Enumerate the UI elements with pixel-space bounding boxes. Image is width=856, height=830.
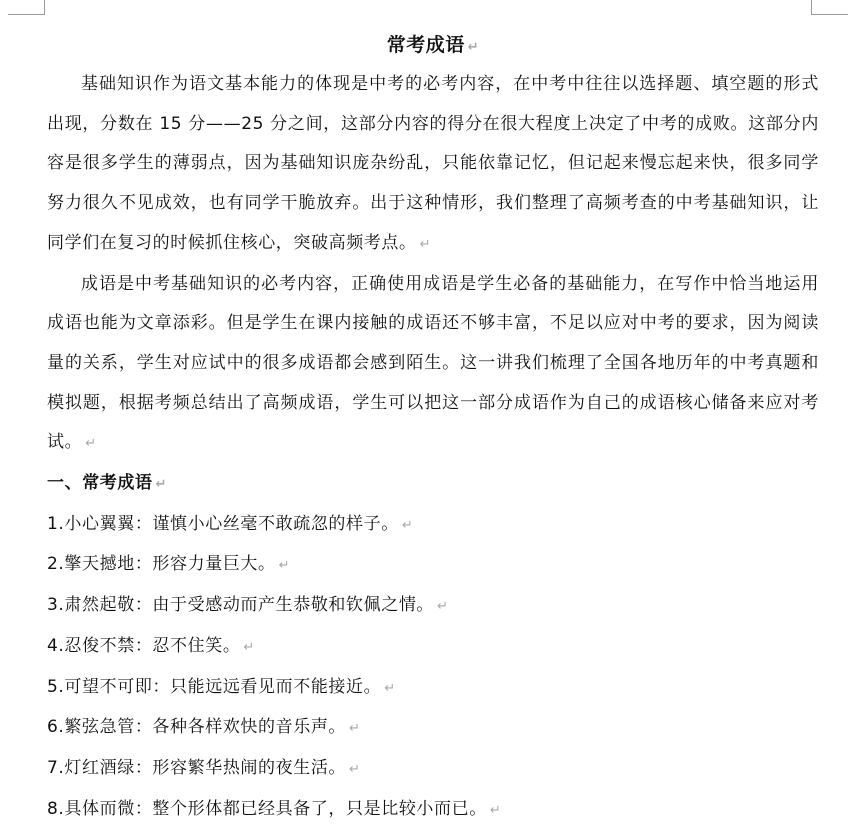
section-heading (47, 464, 819, 505)
paragraph-mark-icon: ↵ (467, 40, 480, 55)
paragraph-text: 成语是中考基础知识的必考内容，正确使用成语是学生必备的基础能力，在写作中恰当地运用成语也能为文章添彩。但是学生在课内接触的成语还不够丰富，不足以应对中考的要求，因为阅读量的关系，学生对应试中的很多成语都会感到陌生。这一讲我们梳理了全国各地历年的中考真题和模拟题，根据考频总结出了高频成语，学生可以把这一部分成语作为自己的成语核心储备来应对考试。 (47, 273, 819, 453)
list-item-text: 8.具体而微：整个形体都已经具备了，只是比较小而已。 (47, 798, 487, 819)
list-item (47, 586, 819, 627)
section-heading-text: 一、常考成语 (47, 473, 153, 494)
list-item (47, 790, 819, 830)
paragraph-mark-icon: ↵ (401, 517, 414, 533)
intro-paragraph-2 (47, 265, 819, 465)
list-item (47, 668, 819, 709)
paragraph-mark-icon: ↵ (349, 721, 361, 737)
list-item-text: 2.擎天撼地：形容力量巨大。 (47, 554, 276, 575)
list-item (47, 627, 819, 668)
paragraph-mark-icon: ↵ (85, 436, 97, 452)
list-item-text: 3.肃然起敬：由于受感动而产生恭敬和钦佩之情。 (47, 595, 435, 616)
paragraph-mark-icon: ↵ (349, 761, 361, 777)
list-item-text: 4.忍俊不禁：忍不住笑。 (47, 635, 241, 656)
paragraph-mark-icon: ↵ (419, 236, 432, 252)
crop-mark-top-right (811, 0, 848, 15)
paragraph-text: 基础知识作为语文基本能力的体现是中考的必考内容，在中考中往往以选择题、填空题的形式出现，分数在 15 分——25 分之间，这部分内容的得分在很大程度上决定了中考的成败。这部分内容是很多学生的薄弱点，因为基础知识庞杂纷乱，只能依靠记忆，但记起来慢忘起来快，很多同学努力很久不见成效，也有同学干脆放弃。出于这种情形，我们整理了高频考查的中考基础知识，让同学们在复习的时候抓住核心，突破高频考点。 (47, 74, 819, 253)
list-item-text: 7.灯红酒绿：形容繁华热闹的夜生活。 (47, 757, 347, 778)
list-item (47, 505, 819, 546)
list-item-text: 5.可望不可即：只能远远看见而不能接近。 (47, 676, 382, 697)
intro-paragraph-1 (47, 65, 819, 265)
idiom-list (47, 505, 819, 830)
paragraph-mark-icon: ↵ (278, 558, 291, 574)
paragraph-mark-icon: ↵ (384, 680, 396, 696)
document-title (47, 25, 819, 65)
list-item-text: 1.小心翼翼：谨慎小心丝毫不敢疏忽的样子。 (47, 513, 399, 534)
list-item (47, 545, 819, 586)
title-text: 常考成语 (386, 34, 465, 56)
paragraph-mark-icon: ↵ (489, 802, 502, 818)
list-item (47, 708, 819, 749)
list-item (47, 749, 819, 790)
paragraph-mark-icon: ↵ (243, 639, 255, 655)
crop-mark-top-left (8, 0, 45, 15)
paragraph-mark-icon: ↵ (155, 477, 168, 493)
list-item-text: 6.繁弦急管：各种各样欢快的音乐声。 (47, 717, 347, 738)
document-page (47, 25, 819, 830)
paragraph-mark-icon: ↵ (437, 599, 449, 615)
